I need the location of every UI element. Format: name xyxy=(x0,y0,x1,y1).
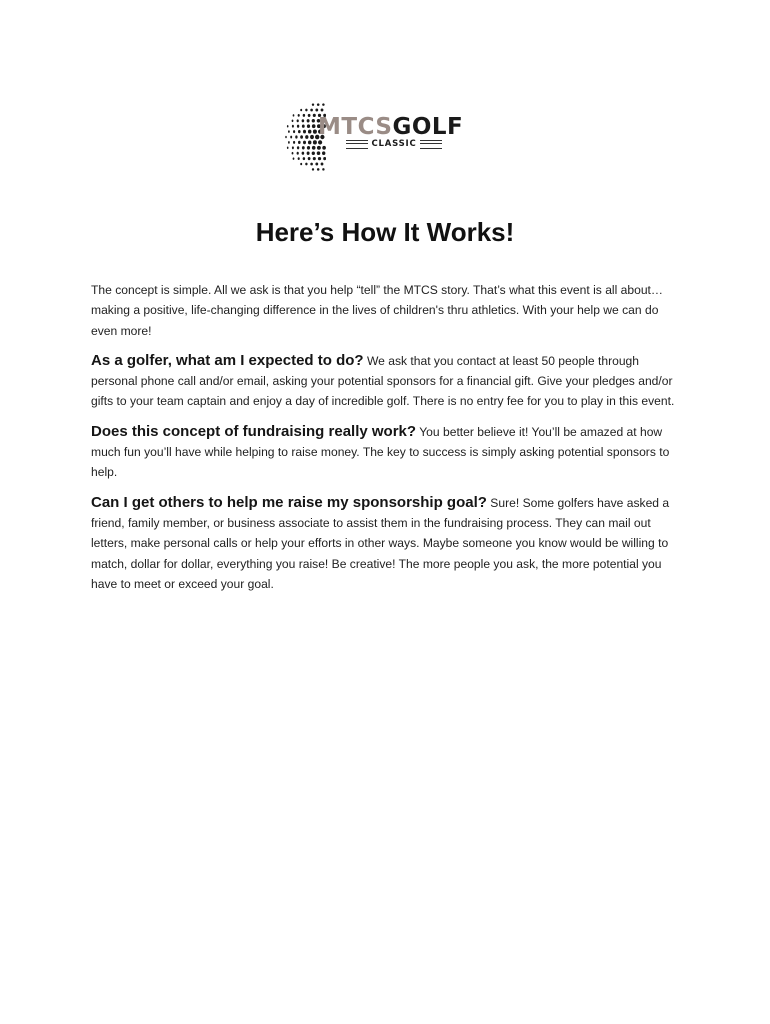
golf-ball-dimple xyxy=(317,151,321,155)
golf-ball-dimple xyxy=(303,114,305,117)
golf-ball-dimple xyxy=(297,152,299,155)
faq-item xyxy=(91,422,681,483)
golf-ball-dimple xyxy=(318,157,321,160)
golf-ball-dimple xyxy=(310,163,313,166)
golf-ball-dimple xyxy=(287,125,289,128)
golf-ball-dimple xyxy=(302,119,305,122)
golf-ball-dimple xyxy=(298,141,301,144)
golf-ball-dimple xyxy=(295,135,297,138)
logo-right-rule xyxy=(420,140,442,149)
golf-ball-dimple xyxy=(313,140,317,144)
golf-ball-dimple xyxy=(303,157,305,160)
logo-wordmark xyxy=(318,113,463,141)
golf-ball-dimple xyxy=(312,119,315,123)
golf-ball-dimple xyxy=(307,124,310,128)
golf-ball-dimple xyxy=(300,135,303,139)
logo-word-mtcs: MTCS xyxy=(318,114,393,140)
golf-ball-dimple xyxy=(292,119,294,122)
faq-answer: You better believe it! You’ll be amazed at how much fun you’ll have while helping to raise money. The key to success is simply asking potential sponsors to help. xyxy=(91,424,670,480)
golf-ball-dimple xyxy=(300,109,302,112)
golf-ball-dimple xyxy=(321,163,324,166)
golf-ball-dimple xyxy=(302,152,305,155)
golf-ball-dimple xyxy=(312,103,314,106)
golf-ball-dimple xyxy=(312,124,316,128)
mtcs-golf-classic-logo xyxy=(282,100,472,174)
golf-ball-dimple xyxy=(297,119,299,122)
golf-ball-dimple xyxy=(308,114,311,117)
golf-ball-dimple xyxy=(285,136,287,139)
golf-ball-dimple xyxy=(292,125,294,128)
golf-ball-dimple xyxy=(312,151,315,155)
faq-item xyxy=(91,493,681,594)
golf-ball-dimple xyxy=(308,157,311,160)
document-body xyxy=(91,280,681,604)
faq-item xyxy=(91,351,681,412)
logo-word-golf: GOLF xyxy=(392,114,464,140)
faq-question: Can I get others to help me raise my sponsorship goal? xyxy=(91,493,487,511)
golf-ball-dimple xyxy=(322,103,324,106)
golf-ball-dimple xyxy=(317,146,321,150)
golf-ball-dimple xyxy=(310,135,314,139)
golf-ball-dimple xyxy=(312,168,314,171)
golf-ball-dimple xyxy=(288,141,290,144)
golf-ball-dimple xyxy=(307,146,310,150)
faq-answer: Sure! Some golfers have asked a friend, family member, or business associate to assist them in the fundraising process. They can mail out letters, make personal calls or help your efforts in other ways. Maybe someone you know would be willing to match, dollar for dollar, everything you raise! Be creative! The more people you ask, the more potential you have to meet or exceed your goal. xyxy=(91,495,670,591)
golf-ball-dimple xyxy=(293,141,295,144)
golf-ball-dimple xyxy=(308,140,312,144)
golf-ball-dimple xyxy=(313,157,316,160)
golf-ball-dimple xyxy=(322,146,326,150)
golf-ball-dimple xyxy=(298,157,300,160)
golf-ball-dimple xyxy=(297,125,299,128)
golf-ball-dimple xyxy=(302,146,305,149)
golf-ball-dimple xyxy=(322,168,324,171)
golf-ball-dimple xyxy=(293,130,295,133)
golf-ball-dimple xyxy=(317,103,320,106)
golf-ball-dimple xyxy=(323,157,326,160)
golf-ball-dimple xyxy=(305,109,307,112)
golf-ball-dimple xyxy=(290,136,292,139)
faq-answer: We ask that you contact at least 50 people through personal phone call and/or email, asking your potential sponsors for a financial gift. Give your pledges and/or gifts to your team captain and enjoy a day of incredible golf. There is no entry fee for you to play in this event. xyxy=(91,353,675,409)
golf-ball-dimple xyxy=(302,125,305,128)
golf-ball-dimple xyxy=(305,163,307,166)
golf-ball-dimple xyxy=(298,130,301,133)
golf-ball-dimple xyxy=(287,147,289,150)
golf-ball-dimple xyxy=(288,130,290,133)
page-title: Here’s How It Works! xyxy=(255,217,515,247)
golf-ball-dimple xyxy=(317,168,320,171)
logo-subtitle xyxy=(342,138,446,150)
golf-ball-dimple xyxy=(292,152,294,155)
golf-ball-dimple xyxy=(312,146,316,150)
faq-question: As a golfer, what am I expected to do? xyxy=(91,351,364,369)
golf-ball-dimple xyxy=(313,114,316,117)
intro-paragraph: The concept is simple. All we ask is that you help “tell” the MTCS story. That’s what this event is all about…making a positive, life-changing difference in the lives of children's thru athletics. With your help we can do even more! xyxy=(91,283,664,338)
faq-question: Does this concept of fundraising really work? xyxy=(91,422,417,440)
golf-ball-dimple xyxy=(293,157,295,160)
golf-ball-dimple xyxy=(307,119,310,122)
golf-ball-dimple xyxy=(322,151,325,155)
golf-ball-dimple xyxy=(300,163,302,166)
golf-ball-dimple xyxy=(308,130,312,134)
golf-ball-dimple xyxy=(313,130,317,134)
logo-left-rule xyxy=(346,140,368,149)
golf-ball-dimple xyxy=(298,114,300,117)
golf-ball-dimple xyxy=(293,114,295,117)
golf-ball-dimple xyxy=(297,146,299,149)
golf-ball-dimple xyxy=(315,163,318,166)
golf-ball-dimple xyxy=(305,135,308,139)
golf-ball-dimple xyxy=(307,152,310,155)
golf-ball-dimple xyxy=(303,141,306,145)
golf-ball-dimple xyxy=(292,146,294,149)
golf-ball-dimple xyxy=(303,130,306,134)
golf-ball-dimple xyxy=(315,109,318,112)
golf-ball-dimple xyxy=(310,109,313,112)
logo-subtitle-text: CLASSIC xyxy=(371,139,417,149)
golf-ball-dimple xyxy=(321,109,324,112)
